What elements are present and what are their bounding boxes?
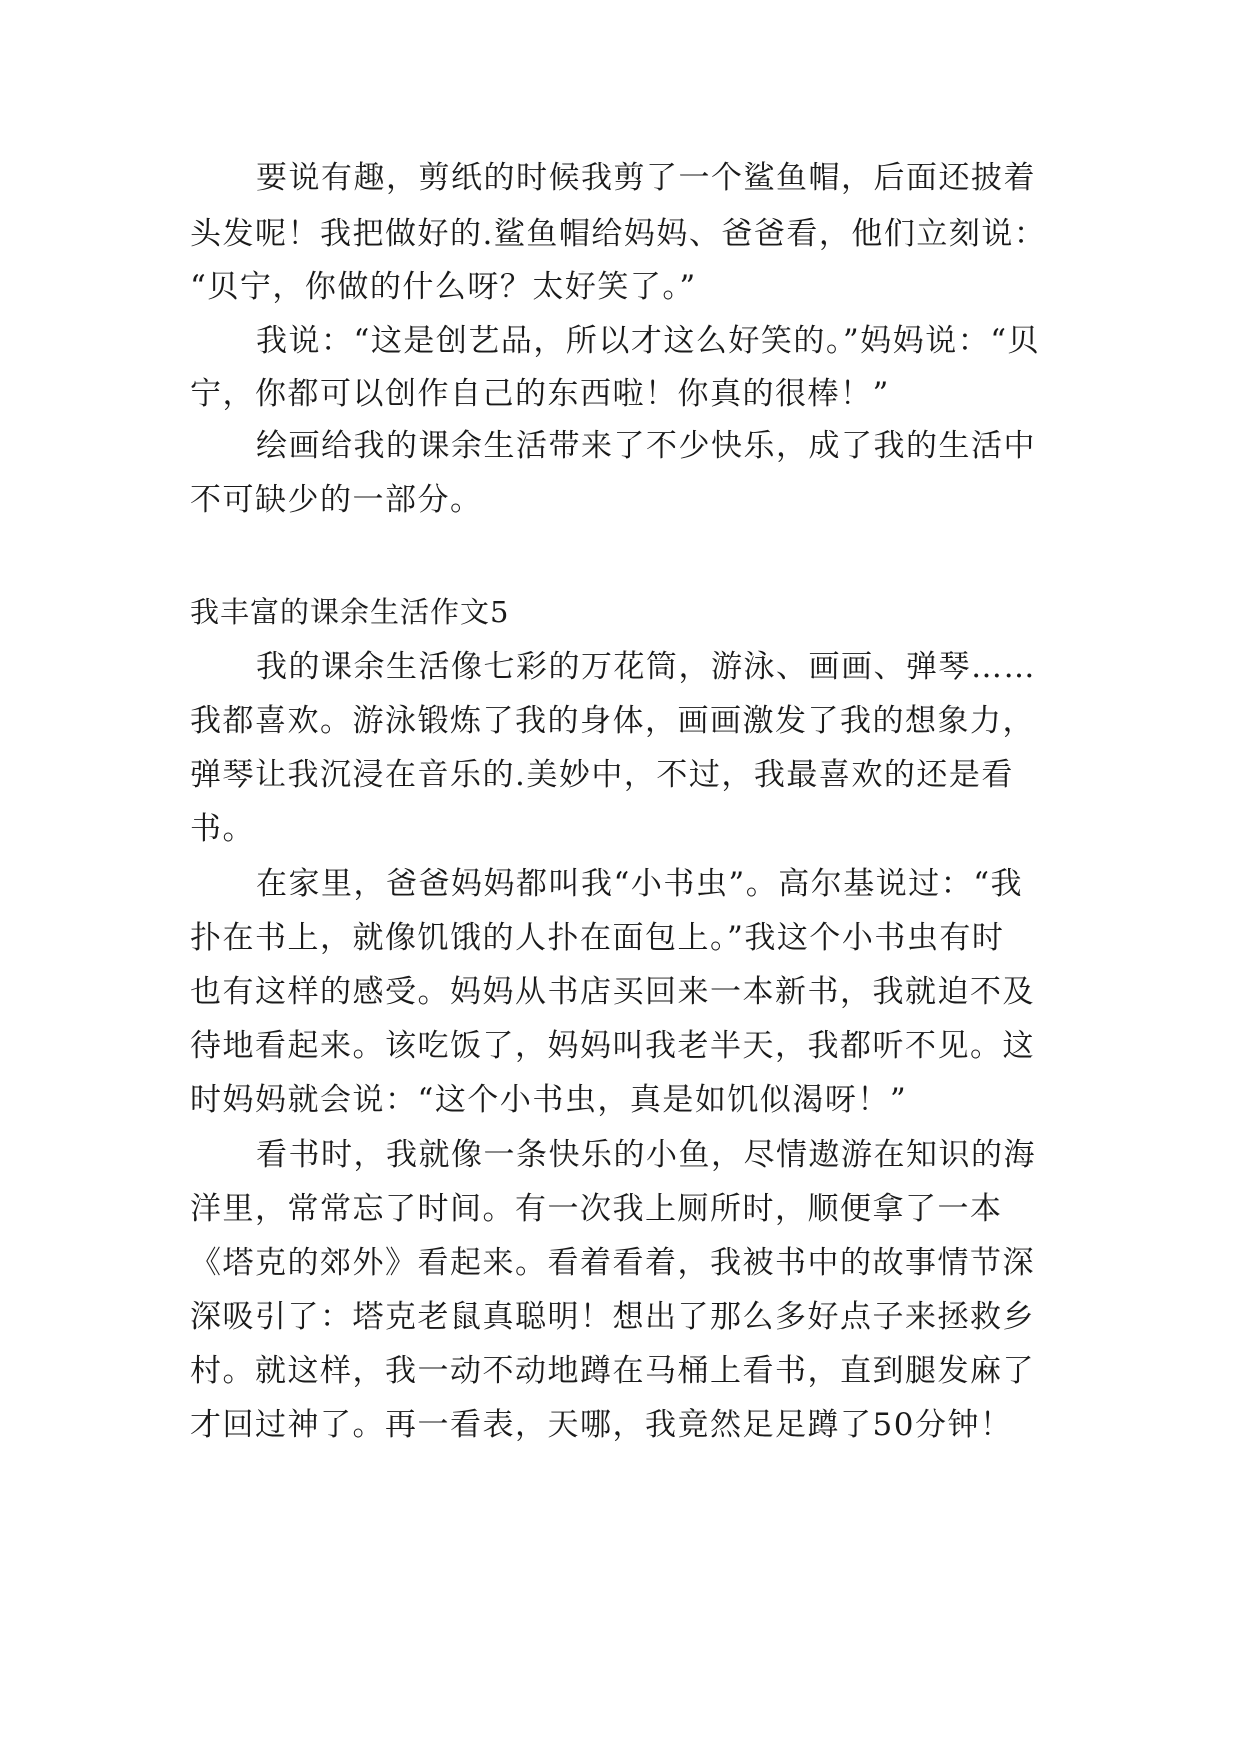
paragraph-line: 在家里，爸爸妈妈都叫我“小书虫”。高尔基说过：“我: [256, 866, 1024, 902]
paragraph-line: 我都喜欢。游泳锻炼了我的身体，画画激发了我的想象力，: [190, 703, 1035, 739]
section-heading: 我丰富的课余生活作文5: [190, 595, 510, 629]
paragraph-line: 我说：“这是创艺品，所以才这么好笑的。”妈妈说：“贝: [256, 323, 1041, 359]
paragraph-line: 宁，你都可以创作自己的东西啦！你真的很棒！”: [190, 376, 890, 412]
paragraph-line: 《塔克的郊外》看起来。看着看着，我被书中的故事情节深: [190, 1245, 1035, 1281]
paragraph-line: 深吸引了：塔克老鼠真聪明！想出了那么多好点子来拯救乡: [190, 1299, 1035, 1335]
paragraph-line: 待地看起来。该吃饭了，妈妈叫我老半天，我都听不见。这: [190, 1028, 1035, 1064]
paragraph-line: 洋里，常常忘了时间。有一次我上厕所时，顺便拿了一本: [190, 1191, 1003, 1227]
paragraph-line: 才回过神了。再一看表，天哪，我竟然足足蹲了50分钟！: [190, 1407, 1013, 1443]
paragraph-line: “贝宁，你做的什么呀？太好笑了。”: [190, 269, 697, 305]
paragraph-line: 要说有趣，剪纸的时候我剪了一个鲨鱼帽，后面还披着: [256, 160, 1036, 196]
paragraph-line: 书。: [190, 811, 255, 847]
paragraph-line: 也有这样的感受。妈妈从书店买回来一本新书，我就迫不及: [190, 974, 1035, 1010]
paragraph-line: 弹琴让我沉浸在音乐的.美妙中，不过，我最喜欢的还是看: [190, 757, 1014, 793]
paragraph-line: 不可缺少的一部分。: [190, 482, 483, 518]
paragraph-line: 绘画给我的课余生活带来了不少快乐，成了我的生活中: [256, 428, 1036, 464]
paragraph-line: 时妈妈就会说：“这个小书虫，真是如饥似渴呀！”: [190, 1082, 908, 1118]
paragraph-line: 村。就这样，我一动不动地蹲在马桶上看书，直到腿发麻了: [190, 1353, 1035, 1389]
paragraph-line: 看书时，我就像一条快乐的小鱼，尽情遨游在知识的海: [256, 1137, 1036, 1173]
paragraph-line: 头发呢！我把做好的.鲨鱼帽给妈妈、爸爸看，他们立刻说：: [190, 216, 1047, 252]
paragraph-line: 扑在书上，就像饥饿的人扑在面包上。”我这个小书虫有时: [190, 920, 1005, 956]
paragraph-line: 我的课余生活像七彩的万花筒，游泳、画画、弹琴……: [256, 649, 1036, 685]
